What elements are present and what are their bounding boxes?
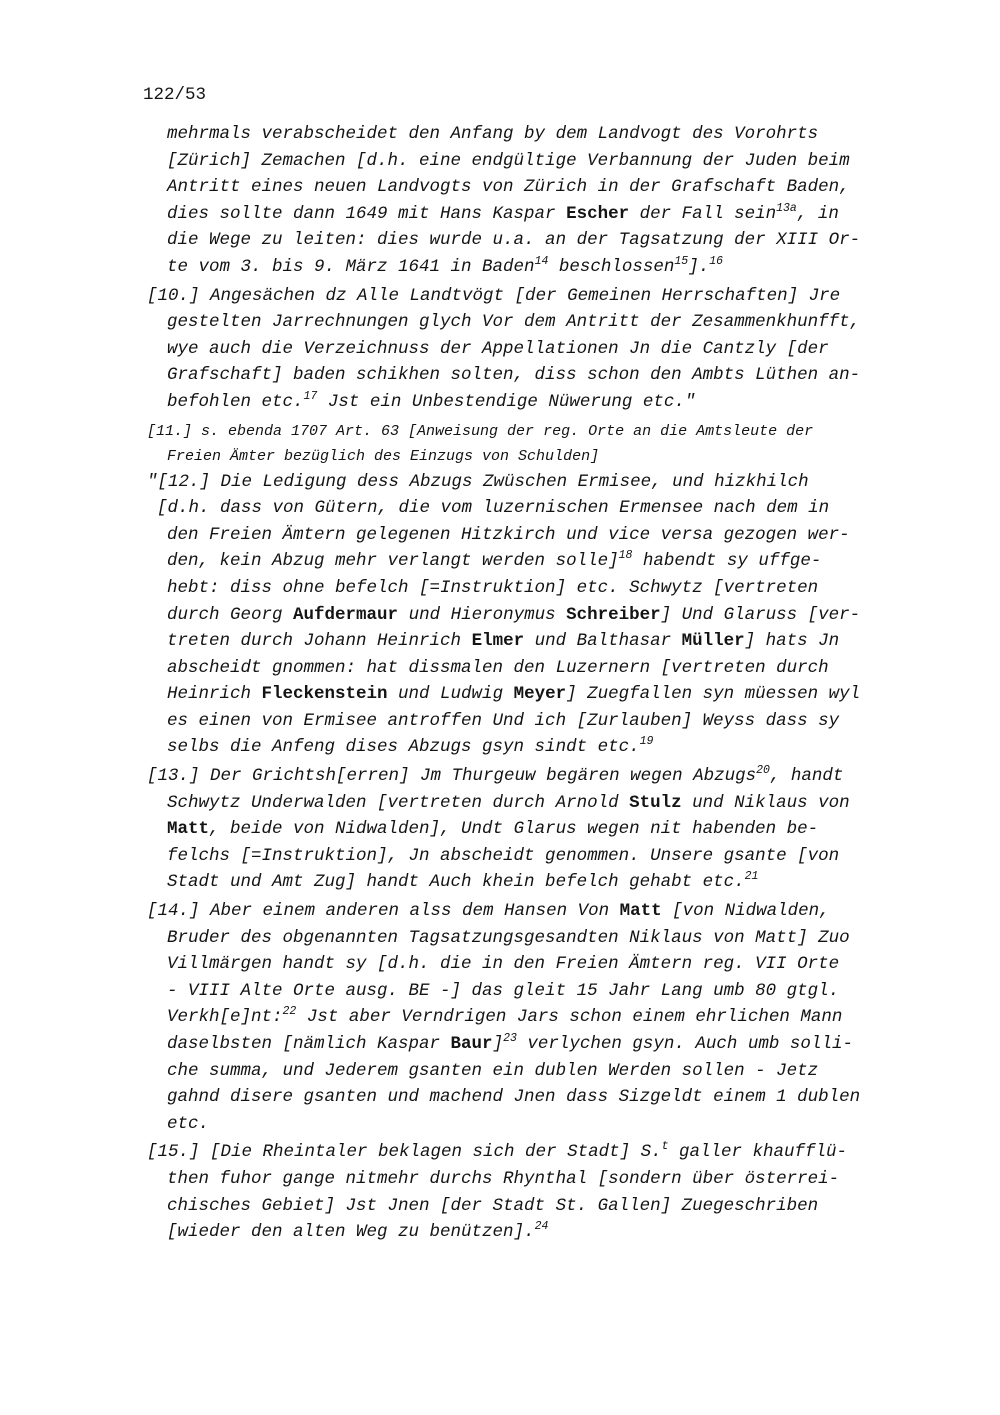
text-segment: Freien Ämter bezüglich des Einzugs von Schulden] [167, 447, 600, 465]
footnote-marker: 20 [756, 764, 770, 778]
text-line [147, 389, 947, 416]
text-segment: ]. [688, 256, 710, 277]
text-line [147, 444, 947, 469]
text-line [147, 1193, 947, 1220]
text-line [147, 790, 947, 817]
footnote-marker: 21 [744, 870, 759, 884]
text-segment: den Freien Ämtern gelegenen Hitzkirch und vice versa gezogen wer- [167, 524, 850, 545]
bold-name: Elmer [471, 631, 525, 652]
text-segment: ] Zuegfallen syn müessen wyl [566, 684, 861, 705]
bold-name: Meyer [513, 684, 567, 705]
text-segment: Villmärgen handt sy [d.h. die in den Freien Ämtern reg. VII Orte [167, 954, 840, 975]
bold-name: Baur [450, 1034, 493, 1054]
text-line [147, 925, 947, 952]
text-line [147, 978, 947, 1005]
text-line [147, 469, 947, 496]
text-segment: [10.] Angesächen dz Alle Landtvögt [der Gemeinen Herrschaften] Jre [147, 285, 841, 306]
bold-name: Matt [619, 901, 662, 922]
text-line [147, 898, 947, 925]
text-segment: gestelten Jarrechnungen glych Vor dem Antritt der Zesammenkhunfft, [167, 312, 861, 333]
bold-name: Schreiber [566, 604, 661, 625]
bold-name: Müller [681, 631, 745, 652]
footnote-marker: 18 [618, 549, 633, 563]
text-line [147, 174, 947, 201]
text-segment: then fuhor gange nitmehr durchs Rhynthal [sondern über österrei- [167, 1168, 840, 1189]
text-segment: [11.] s. ebenda 1707 Art. 63 [Anweisung der reg. Orte an die Amtsleute der [147, 422, 814, 440]
text-line [147, 575, 947, 602]
text-segment: "[12.] Die Ledigung dess Abzugs Zwüschen Ermisee, und hizkhilch [147, 471, 809, 492]
text-line [147, 1111, 947, 1138]
text-line [147, 309, 947, 336]
text-segment: felchs [=Instruktion], Jn abscheidt genommen. Unsere gsante [von [167, 845, 840, 866]
footnote-marker: 16 [709, 254, 724, 268]
text-segment: wye auch die Verzeichnuss der Appellationen Jn die Cantzly [der [167, 338, 829, 359]
text-line [147, 681, 947, 708]
text-line [147, 1166, 947, 1193]
text-segment: ] Und Glaruss [ver- [660, 604, 861, 625]
footnote-marker: 15 [674, 254, 689, 268]
text-segment: und Hieronymus [398, 604, 567, 625]
text-segment: die Wege zu leiten: dies wurde u.a. an der Tagsatzung der XIII Or- [167, 230, 861, 251]
text-segment: verlychen gsyn. Auch umb solli- [516, 1034, 853, 1054]
paragraph-p14 [147, 898, 947, 1137]
text-segment: den, kein Abzug mehr verlangt werden solle] [167, 551, 619, 572]
text-line [147, 628, 947, 655]
text-segment: selbs die Anfeng dises Abzugs gsyn sindt etc. [167, 737, 640, 758]
bold-name: Escher [566, 203, 630, 224]
text-segment: habendt sy uffge- [632, 551, 822, 572]
text-line [147, 362, 947, 389]
text-segment: [15.] [Die Rheintaler beklagen sich der Stadt] S. [147, 1142, 662, 1163]
text-line [147, 522, 947, 549]
text-segment: chisches Gebiet] Jst Jnen [der Stadt St. Gallen] Zuegeschriben [167, 1195, 819, 1216]
text-line [147, 121, 947, 148]
text-line [147, 1004, 947, 1031]
text-segment: Bruder des obgenannten Tagsatzungsgesandten Niklaus von Matt] Zuo [167, 927, 850, 948]
footnote-marker: t [661, 1140, 669, 1154]
text-segment: ] [492, 1034, 504, 1054]
paragraph-p11 [147, 419, 947, 469]
text-segment: abscheidt gnommen: hat dissmalen den Luzernern [vertreten durch [167, 657, 829, 678]
text-segment: - VIII Alte Orte ausg. BE -] das gleit 15 Jahr Lang umb 80 gtgl. [167, 980, 840, 1001]
text-line [147, 655, 947, 682]
text-segment: und Niklaus von [681, 792, 850, 813]
text-segment: [14.] Aber einem anderen alss dem Hansen Von [147, 901, 620, 922]
paragraph-p9-cont [147, 121, 947, 281]
text-segment: hebt: diss ohne befelch [=Instruktion] etc. Schwytz [vertreten [167, 577, 819, 598]
text-segment: te vom 3. bis 9. März 1641 in Baden [167, 256, 535, 277]
document-body [147, 121, 947, 1246]
text-segment: , beide von Nidwalden], Undt Glarus wegen nit habenden be- [209, 819, 819, 840]
text-line [147, 227, 947, 254]
text-line [147, 1084, 947, 1111]
text-segment: etc. [167, 1113, 210, 1134]
paragraph-p15 [147, 1139, 947, 1245]
text-segment: Verkh[e]nt: [167, 1007, 283, 1028]
text-line [147, 283, 947, 310]
paragraph-p10 [147, 283, 947, 416]
text-line [147, 763, 947, 790]
bold-name: Fleckenstein [261, 684, 388, 705]
text-line [147, 419, 947, 444]
text-segment: [wieder den alten Weg zu benützen]. [167, 1222, 535, 1243]
text-segment: Jst aber Verndrigen Jars schon einem ehrlichen Mann [296, 1007, 843, 1028]
text-line [147, 148, 947, 175]
text-line [147, 336, 947, 363]
text-segment: Stadt und Amt Zug] handt Auch khein befelch gehabt etc. [167, 872, 745, 893]
text-segment: und Ludwig [387, 684, 514, 705]
text-segment: beschlossen [548, 256, 675, 277]
text-line [147, 951, 947, 978]
footnote-marker: 13a [776, 201, 797, 215]
text-line [147, 254, 947, 281]
text-segment: daselbsten [nämlich Kaspar [167, 1034, 451, 1054]
text-segment: gahnd disere gsanten und machend Jnen dass Sizgeldt einem 1 dublen [167, 1087, 861, 1108]
text-segment: [von Nidwalden, [661, 901, 830, 922]
bold-name: Aufdermaur [293, 604, 399, 625]
text-line [147, 708, 947, 735]
text-line [147, 1031, 947, 1058]
text-line [147, 1139, 947, 1166]
text-segment: ] hats Jn [744, 631, 840, 652]
bold-name: Matt [167, 819, 210, 840]
paragraph-p12 [147, 469, 947, 762]
text-line [147, 201, 947, 228]
text-line [147, 734, 947, 761]
footnote-marker: 19 [639, 735, 654, 749]
footnote-marker: 14 [534, 254, 549, 268]
text-segment: , in [796, 203, 839, 224]
text-segment: [Zürich] Zemachen [d.h. eine endgültige Verbannung der Juden beim [167, 150, 850, 171]
text-line [147, 1219, 947, 1246]
text-segment: befohlen etc. [167, 391, 304, 412]
text-segment: treten durch Johann Heinrich [167, 631, 472, 652]
footnote-marker: 17 [303, 389, 318, 403]
text-segment: der Fall sein [629, 203, 777, 224]
text-segment: Grafschaft] baden schikhen solten, diss schon den Ambts Lüthen an- [167, 365, 861, 386]
bold-name: Stulz [629, 792, 682, 813]
text-segment: und Balthasar [524, 631, 682, 652]
text-line [147, 602, 947, 629]
text-segment: che summa, und Jederem gsanten ein dublen Werden sollen - Jetz [167, 1060, 819, 1081]
text-segment: galler khaufflü- [668, 1142, 848, 1163]
text-line [147, 495, 947, 522]
footnote-marker: 22 [282, 1005, 297, 1019]
text-line [147, 843, 947, 870]
page-number: 122/53 [143, 85, 207, 105]
text-segment: Jst ein Unbestendige Nüwerung etc." [317, 391, 696, 412]
text-segment: [d.h. dass von Gütern, die vom luzernischen Ermensee nach dem in [157, 498, 830, 519]
text-segment: Antritt eines neuen Landvogts von Zürich in der Grafschaft Baden, [167, 177, 850, 198]
text-segment: Heinrich [167, 684, 262, 705]
footnote-marker: 24 [534, 1220, 549, 1234]
text-segment: Schwytz Underwalden [vertreten durch Arnold [167, 792, 630, 813]
text-segment: mehrmals verabscheidet den Anfang by dem Landvogt des Vorohrts [167, 124, 819, 144]
text-line [147, 1058, 947, 1085]
footnote-marker: 23 [503, 1032, 517, 1045]
text-line [147, 869, 947, 896]
text-segment: dies sollte dann 1649 mit Hans Kaspar [167, 203, 567, 224]
text-line [147, 548, 947, 575]
text-segment: [13.] Der Grichtsh[erren] Jm Thurgeuw begären wegen Abzugs [147, 766, 757, 787]
text-segment: , handt [769, 766, 844, 787]
paragraph-p13 [147, 763, 947, 896]
text-segment: es einen von Ermisee antroffen Und ich [Zurlauben] Weyss dass sy [167, 710, 840, 731]
text-segment: durch Georg [167, 604, 294, 625]
text-line [147, 816, 947, 843]
